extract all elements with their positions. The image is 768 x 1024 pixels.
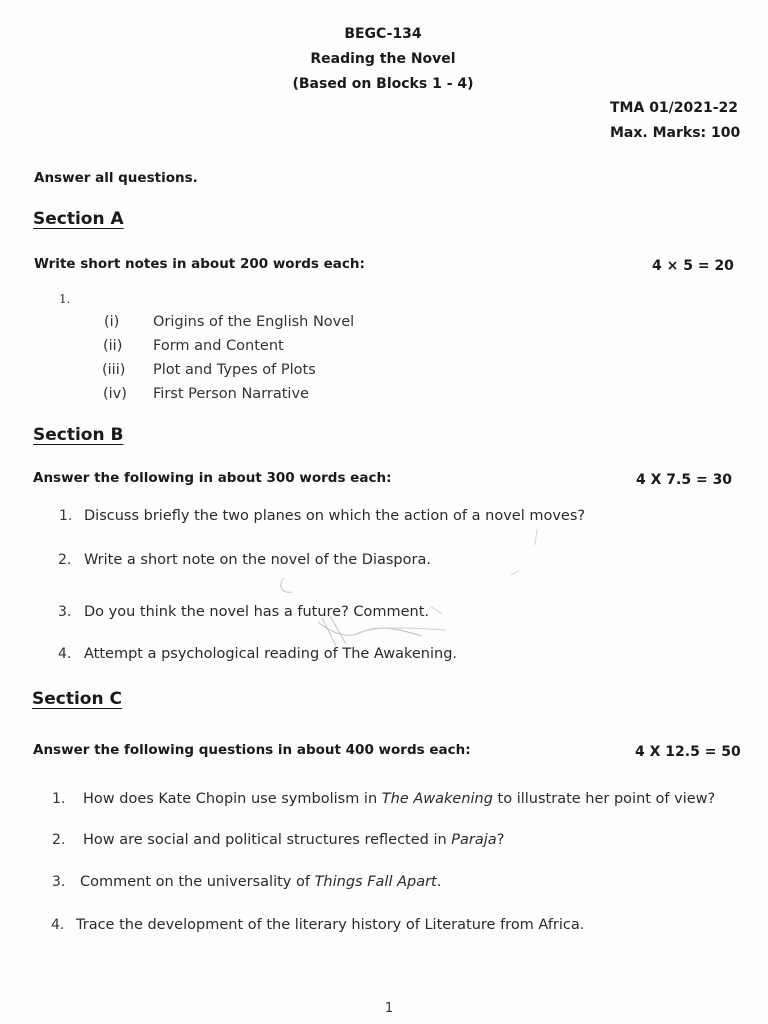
section-c-question-number: 2. (52, 832, 66, 848)
section-a-item-number: (i) (104, 314, 120, 330)
section-a-item-text: Form and Content (153, 338, 284, 354)
section-a-item-number: (iii) (102, 362, 126, 378)
section-a-marks: 4 × 5 = 20 (652, 258, 734, 274)
course-code: BEGC-134 (344, 26, 422, 42)
section-b-question-number: 4. (58, 646, 72, 662)
scribble-mark (505, 525, 555, 580)
section-c-instruction: Answer the following questions in about 400 words each: (33, 742, 471, 758)
section-a-item-text: First Person Narrative (153, 386, 309, 402)
section-c-question-number: 4. (51, 917, 65, 933)
section-b-question-number: 2. (58, 552, 72, 568)
section-a-item-text: Plot and Types of Plots (153, 362, 316, 378)
section-a-item-text: Origins of the English Novel (153, 314, 355, 330)
section-b-question-text: Discuss briefly the two planes on which the action of a novel moves? (84, 508, 586, 524)
blocks-note: (Based on Blocks 1 - 4) (292, 76, 474, 92)
section-c-marks: 4 X 12.5 = 50 (635, 744, 741, 760)
section-c-question-text: Comment on the universality of Things Fall Apart. (80, 874, 442, 890)
general-instruction: Answer all questions. (34, 170, 198, 186)
section-c-question-number: 1. (52, 791, 66, 807)
section-b-title: Section B (33, 425, 124, 445)
section-c-question-number: 3. (52, 874, 66, 890)
section-c-title: Section C (32, 689, 122, 709)
page-number: 1 (384, 1001, 394, 1016)
section-c-question-text: Trace the development of the literary history of Literature from Africa. (76, 917, 585, 933)
tma-number: TMA 01/2021-22 (610, 100, 739, 116)
max-marks: Max. Marks: 100 (610, 125, 741, 141)
section-a-item-number: (ii) (103, 338, 123, 354)
section-a-item-number: (iv) (103, 386, 127, 402)
section-a-title: Section A (33, 209, 124, 229)
section-a-instruction: Write short notes in about 200 words each: (34, 256, 365, 272)
section-b-question-number: 1. (59, 508, 73, 524)
section-b-instruction: Answer the following in about 300 words each: (33, 470, 392, 486)
section-c-question-text: How are social and political structures reflected in Paraja? (83, 832, 505, 848)
section-b-question-text: Attempt a psychological reading of The Awakening. (84, 646, 458, 662)
course-title: Reading the Novel (310, 51, 456, 67)
section-c-question-text: How does Kate Chopin use symbolism in The Awakening to illustrate her point of view? (83, 791, 716, 807)
section-b-question-number: 3. (58, 604, 72, 620)
section-a-question-number: 1. (59, 292, 71, 306)
section-b-question-text: Write a short note on the novel of the Diaspora. (84, 552, 431, 568)
section-b-marks: 4 X 7.5 = 30 (636, 472, 733, 488)
section-b-question-text: Do you think the novel has a future? Comment. (84, 604, 430, 620)
